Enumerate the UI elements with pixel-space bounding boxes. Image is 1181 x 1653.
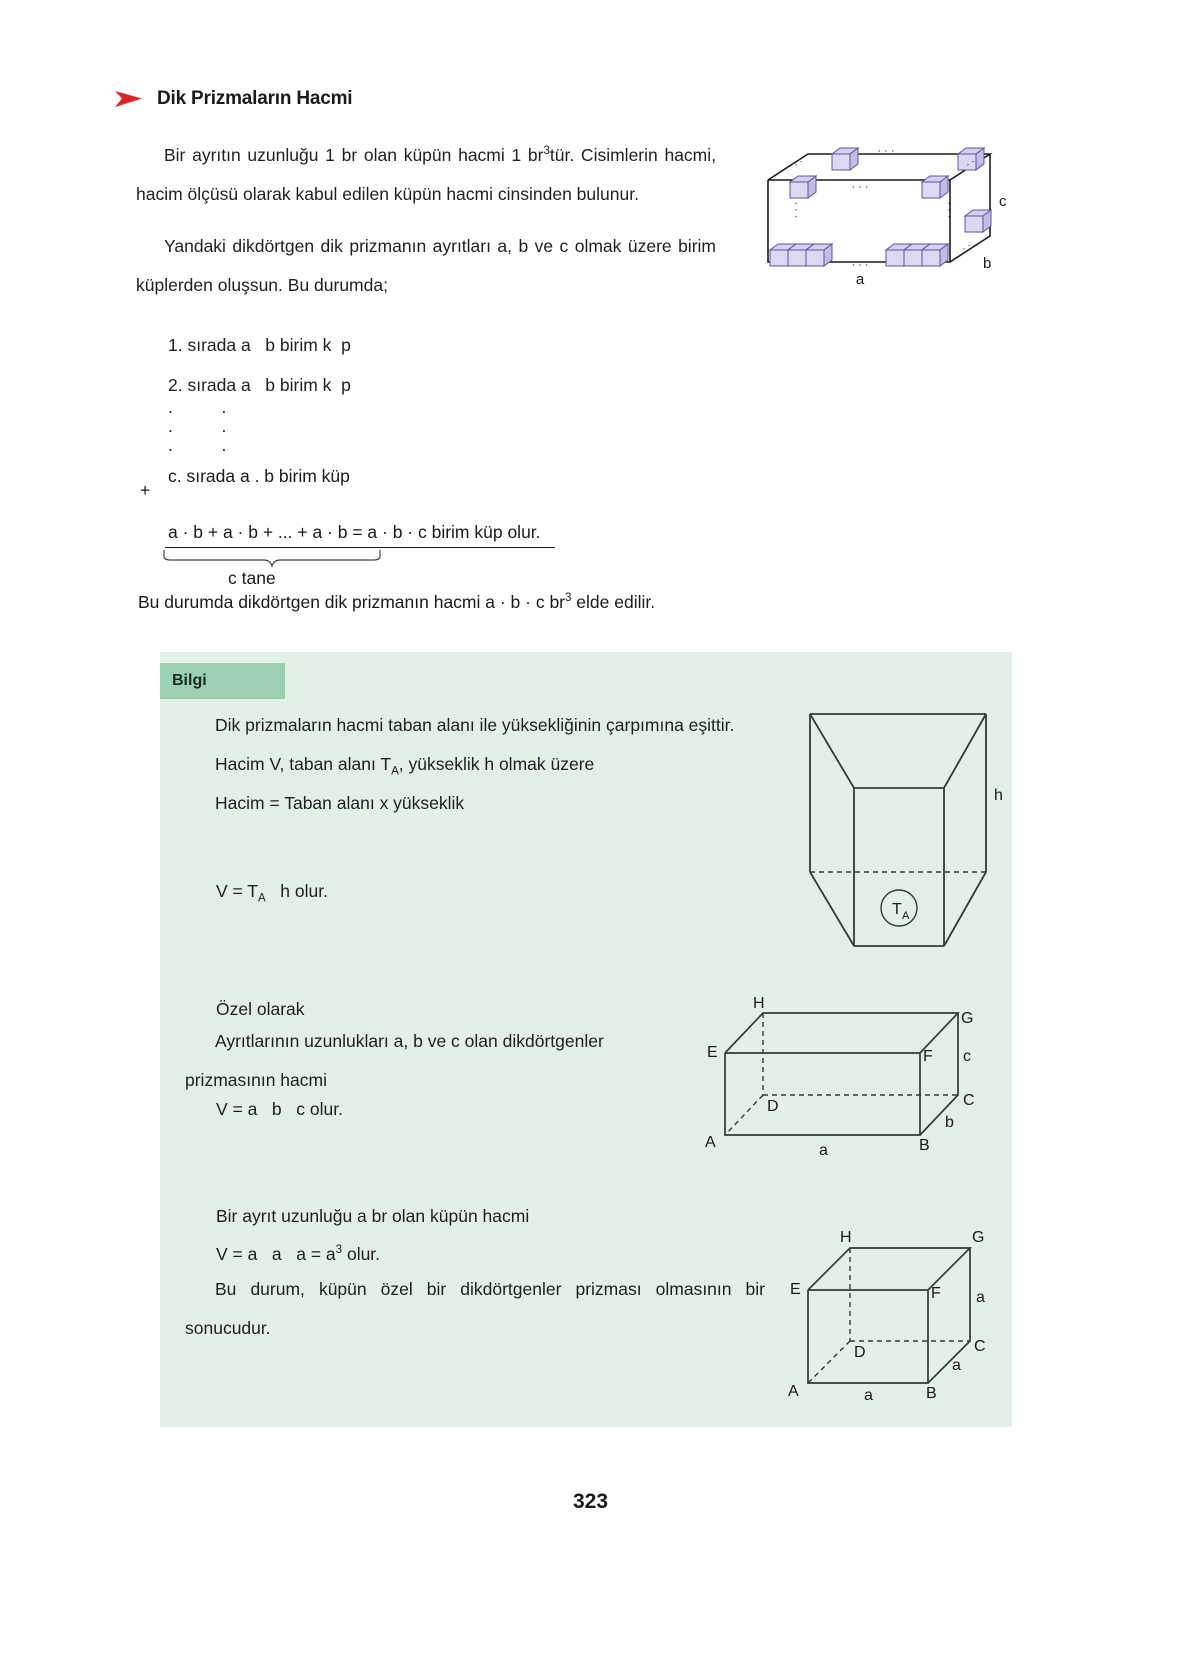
bilgi-s3-p2 — [185, 1270, 765, 1348]
vertex-H: H — [840, 1229, 852, 1246]
svg-text:· · ·: · · · — [851, 259, 869, 271]
edge-label-a1: a — [864, 1387, 873, 1404]
page-number: 323 — [572, 1490, 609, 1513]
edge-label-b: b — [945, 1114, 954, 1131]
vertex-D: D — [854, 1344, 866, 1361]
svg-text:· · ·: · · · — [851, 181, 869, 193]
dots-row-1: . . — [168, 397, 227, 417]
sequence-vertical-dots — [168, 398, 226, 455]
bilgi-s1-p2 — [185, 745, 785, 784]
label-a: a — [855, 271, 865, 288]
bilgi-s2-p1 — [185, 1022, 665, 1100]
vertex-B: B — [926, 1385, 937, 1402]
underbrace-icon — [162, 548, 562, 570]
sequence-row-last: c. sırada a . b birim küp — [168, 466, 350, 486]
vertex-E: E — [790, 1281, 801, 1298]
sequence-row-2: 2. sırada a b birim k p — [168, 375, 351, 395]
vertex-C: C — [974, 1338, 986, 1355]
svg-text:· · ·: · · · — [877, 145, 895, 157]
bilgi-s1-p3: Hacim = Taban alanı x yükseklik — [215, 793, 465, 813]
vertex-E: E — [707, 1044, 718, 1061]
sequence-list — [168, 325, 351, 405]
svg-text:· ·: · · — [963, 156, 978, 171]
vertex-B: B — [919, 1137, 930, 1154]
vertex-A: A — [705, 1134, 716, 1151]
label-ta-t: T — [892, 901, 902, 918]
formula-cube-a: V = a a a = a — [216, 1244, 336, 1264]
edge-label-c: c — [963, 1048, 971, 1065]
cube-diagram — [780, 1218, 1005, 1408]
bilgi-s2-title: Özel olarak — [216, 999, 305, 1019]
formula-v-ta-b: h olur. — [265, 881, 328, 901]
rectangular-prism-diagram — [695, 995, 1005, 1160]
intro-text — [136, 136, 716, 318]
vertex-G: G — [972, 1229, 985, 1246]
svg-text:· · ·: · · · — [943, 201, 955, 219]
bilgi-s1-p2-b: , yükseklik h olmak üzere — [398, 754, 595, 774]
label-h: h — [994, 787, 1003, 804]
vertex-H: H — [753, 995, 765, 1012]
label-ta-a: A — [902, 910, 910, 922]
svg-text:· ·: · · — [791, 156, 806, 171]
formula-cube-sup: 3 — [335, 1244, 343, 1257]
label-b: b — [983, 255, 992, 272]
bilgi-ribbon-label: Bilgi — [172, 672, 207, 689]
bilgi-s1-p2-a: Hacim V, taban alanı T — [215, 754, 392, 774]
bilgi-section1-text — [185, 706, 785, 823]
closing-statement — [138, 592, 655, 613]
bilgi-ribbon — [160, 663, 285, 699]
bilgi-s3-formula — [216, 1235, 380, 1274]
intro-p1-b: tür. Cisimlerin hacmi, hacim ölçüsü olarak kabul edilen küpün hacmi cinsinden bulunur. — [136, 145, 716, 204]
edge-label-a: a — [819, 1142, 828, 1159]
formula-v-ta-a: V = T — [216, 881, 258, 901]
vertex-G: G — [961, 1010, 974, 1027]
vertex-C: C — [963, 1092, 975, 1109]
dots-row-2: . . — [168, 416, 227, 436]
intro-paragraph-2: Yandaki dikdörtgen dik prizmanın ayrıtları a, b ve c olmak üzere birim küplerden oluşsun. Bu durumda; — [136, 236, 716, 295]
bilgi-s1-formula — [216, 872, 328, 911]
intro-p1-a: Bir ayrıtın uzunluğu 1 br olan küpün hacmi 1 br — [164, 145, 544, 165]
formula-cube-b: olur. — [342, 1244, 381, 1264]
intro-p1-sup: 3 — [543, 145, 550, 158]
brace-label: c tane — [228, 568, 276, 588]
sequence-row-1: 1. sırada a b birim k p — [168, 335, 351, 355]
page-title: Dik Prizmaların Hacmi — [157, 88, 353, 109]
sum-expression: a · b + a · b + ... + a · b = a · b · c birim küp olur. — [168, 522, 541, 542]
closing-sup: 3 — [565, 592, 572, 605]
svg-text:· ·: · · — [959, 240, 974, 255]
closing-b: elde edilir. — [571, 592, 656, 612]
svg-text:· · ·: · · · — [790, 201, 802, 219]
bilgi-s2-formula: V = a b c olur. — [216, 1099, 343, 1119]
vertex-D: D — [767, 1098, 779, 1115]
vertex-F: F — [923, 1048, 933, 1065]
intro-paragraph-1 — [136, 136, 716, 214]
bilgi-s2-p1-text: Ayrıtlarının uzunlukları a, b ve c olan dikdörtgenler prizmasının hacmi — [185, 1031, 604, 1090]
vertex-A: A — [788, 1383, 799, 1400]
edge-label-a3: a — [976, 1289, 985, 1306]
bilgi-s3-p2-text: Bu durum, küpün özel bir dikdörtgenler prizması olmasının bir sonucudur. — [185, 1279, 765, 1338]
formula-v-ta-sub: A — [258, 892, 266, 905]
red-arrow-icon — [115, 90, 145, 109]
plus-operator: + — [140, 480, 151, 500]
bilgi-s1-p2-sub: A — [391, 765, 399, 778]
bilgi-s3-p1: Bir ayrıt uzunluğu a br olan küpün hacmi — [216, 1206, 530, 1226]
right-prism-diagram — [788, 700, 1008, 955]
section-heading — [115, 88, 352, 110]
unit-cube-prism-diagram — [750, 132, 1030, 307]
label-c: c — [999, 193, 1007, 210]
bilgi-s1-p1: Dik prizmaların hacmi taban alanı ile yüksekliğinin çarpımına eşittir. — [215, 715, 735, 735]
closing-a: Bu durumda dikdörtgen dik prizmanın hacmi a · b · c br — [138, 592, 565, 612]
dots-row-3: . . — [168, 435, 227, 455]
edge-label-a2: a — [952, 1357, 961, 1374]
vertex-F: F — [931, 1285, 941, 1302]
